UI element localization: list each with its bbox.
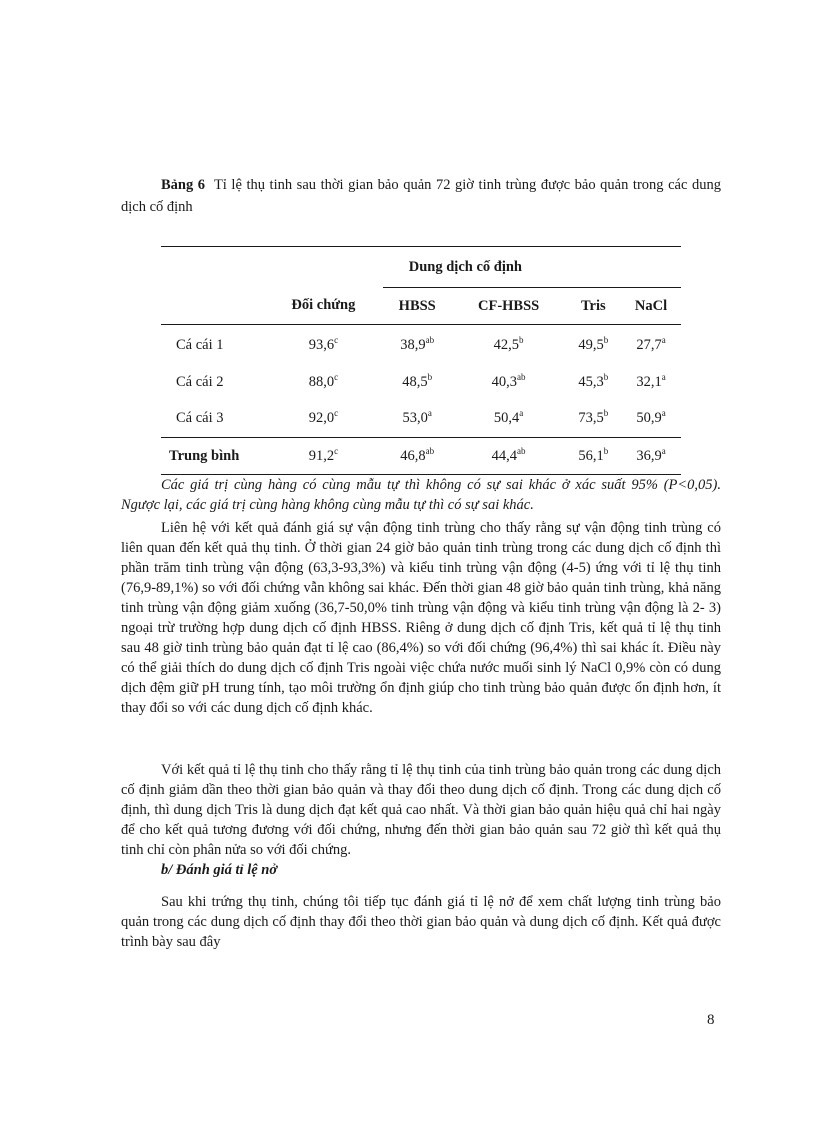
table-caption — [121, 174, 721, 218]
caption-label: Bảng 6 — [161, 177, 206, 193]
table-cell: 48,5$^b$ — [402, 371, 433, 390]
row-label: Trung bình — [161, 438, 264, 475]
body-paragraph: Với kết quả tỉ lệ thụ tinh cho thấy rằng tỉ lệ thụ tinh của tinh trùng bảo quản trong các dung dịch cố định giảm dần theo thời gian bảo quản và thay đổi theo dung dịch cố định. Trong các dung dịch cố định, thì dung dịch Tris là dung dịch đạt kết quả cao nhất. Và thời gian bảo quản hiệu quả chỉ hai ngày để cho kết quả tương đương với đối chứng, nhưng đến thời gian bảo quản sau 72 giờ thì kết quả thụ tinh chỉ còn phân nửa so với đối chứng. — [121, 762, 721, 858]
table-cell: 50,9$^a$ — [636, 407, 666, 426]
table-cell: 42,5$^b$ — [493, 334, 524, 353]
table-cell: 45,3$^b$ — [578, 371, 609, 390]
fertilization-table — [161, 246, 681, 475]
table-row — [161, 325, 681, 366]
page-number: 8 — [707, 1012, 715, 1028]
col-header: Tris — [566, 288, 622, 325]
table-header-row — [161, 288, 681, 325]
section-heading: b/ Đánh giá tỉ lệ nở — [161, 862, 278, 878]
table-cell: 56,1$^b$ — [566, 438, 622, 475]
table-row-average — [161, 438, 681, 475]
col-header: Đối chứng — [264, 288, 383, 325]
group-header: Dung dịch cố định — [383, 247, 681, 288]
row-label: Cá cái 3 — [176, 409, 224, 426]
table-cell: 27,7$^a$ — [636, 334, 666, 353]
table-cell: 32,1$^a$ — [636, 371, 666, 390]
table-cell: 88,0$^c$ — [308, 371, 339, 390]
table-cell: 93,6$^c$ — [308, 334, 339, 353]
table-cell: 53,0$^a$ — [402, 407, 432, 426]
table-group-header-row — [161, 247, 681, 288]
table-cell: 49,5$^b$ — [578, 334, 609, 353]
body-paragraph: Sau khi trứng thụ tinh, chúng tôi tiếp tục đánh giá tỉ lệ nở để xem chất lượng tinh trùng bảo quản trong các dung dịch cố định thay đổi theo thời gian bảo quản và dung dịch cố định. Kết quả được trình bày sau đây — [121, 894, 721, 950]
table-footnote: Các giá trị cùng hàng có cùng mẫu tự thì không có sự sai khác ở xác suất 95% (P<0,05). Ngược lại, các giá trị cùng hàng không cùng mẫu tự thì có sự sai khác. — [121, 477, 721, 513]
table-row — [161, 365, 681, 399]
col-header: CF-HBSS — [452, 288, 566, 325]
table-cell: 50,4$^a$ — [493, 407, 524, 426]
table-row — [161, 399, 681, 438]
row-label: Cá cái 2 — [176, 373, 224, 390]
caption-text: Tỉ lệ thụ tinh sau thời gian bảo quản 72 giờ tinh trùng được bảo quản trong các dung dịch cố định — [121, 177, 721, 215]
table-cell: 36,9$^a$ — [621, 438, 681, 475]
table-cell: 91,2$^c$ — [264, 438, 383, 475]
row-label: Cá cái 1 — [176, 336, 224, 353]
table-cell: 46,8$^{ab}$ — [383, 438, 452, 475]
table-cell: 40,3$^{ab}$ — [491, 371, 526, 390]
col-header: NaCl — [621, 288, 681, 325]
table-cell: 92,0$^c$ — [308, 407, 339, 426]
table-cell: 38,9$^{ab}$ — [400, 334, 435, 353]
body-paragraph: Liên hệ với kết quả đánh giá sự vận động tinh trùng cho thấy rằng sự vận động tinh trùng có liên quan đến kết quả thụ tinh. Ở thời gian 24 giờ bảo quản tinh trùng trong các dung dịch cố định thì phần trăm tinh trùng vận động (63,3-93,3%) và kiểu tinh trùng vận động (4-5) ứng với tỉ lệ thụ tinh (76,9-89,1%) so với đối chứng vẫn không sai khác. Đến thời gian 48 giờ bảo quản tinh trùng, khả năng tinh trùng vận động giảm xuống (36,7-50,0% tinh trùng vận động và kiểu tinh trùng vận động là 2- 3) ngoại trừ trường hợp dung dịch cố định HBSS. Riêng ở dung dịch cố định Tris, kết quả tỉ lệ thụ tinh sau 48 giờ tinh trùng bảo quản đạt tỉ lệ cao (86,4%) so với đối chứng (96,4%) thì sai khác ít. Điều này có thể giải thích do dung dịch cố định Tris ngoài việc chứa nước muối sinh lý NaCl 0,9% còn có dung dịch đệm giữ pH trung tính, tạo môi trường ổn định giúp cho tinh trùng bảo quản được ổn định hơn, ít thay đổi so với các dung dịch cố định khác. — [121, 520, 721, 716]
table-cell: 73,5$^b$ — [578, 407, 609, 426]
table-cell: 44,4$^{ab}$ — [452, 438, 566, 475]
col-header: HBSS — [383, 288, 452, 325]
